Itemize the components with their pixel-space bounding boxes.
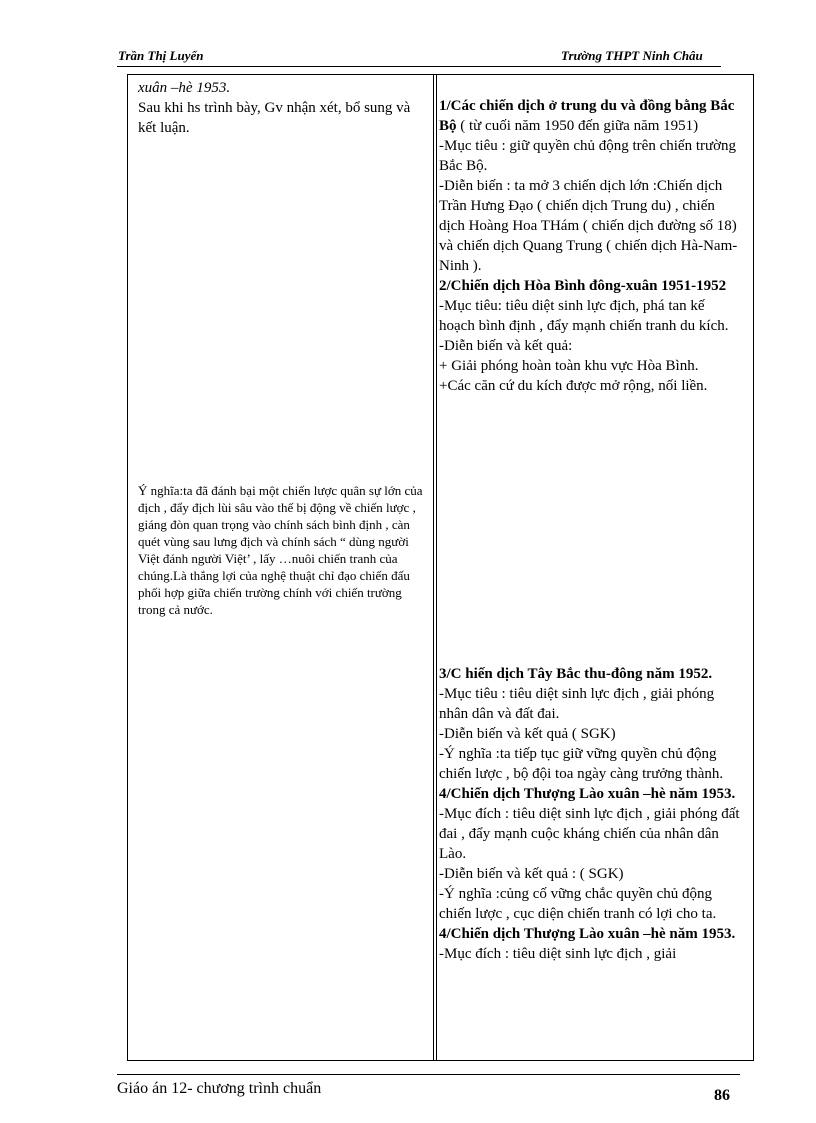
teacher-note: Sau khi hs trình bày, Gv nhận xét, bổ sung và kết luận. [138,100,411,136]
left-column-significance [138,482,423,618]
header-author: Trần Thị Luyến [118,48,204,63]
left-title-fragment: xuân –hè 1953. [138,80,231,96]
section1-time: ( từ cuối năm 1950 đến giữa năm 1951) [456,118,699,134]
header-rule [117,66,721,67]
section2-result-1: + Giải phóng hoàn toàn khu vực Hòa Bình. [439,358,699,374]
section3-meaning: -Ý nghĩa :ta tiếp tục giữ vững quyền chủ động chiến lược , bộ đội toa ngày càng trưởng thành. [439,746,724,782]
section1-progress: -Diễn biến : ta mở 3 chiến dịch lớn :Chiến dịch Trần Hưng Đạo ( chiến dịch Trung du) , chiến dịch Hoàng Hoa THám ( chiến dịch đường số 18) và chiến dịch Quang Trung ( chiến dịch Hà-Nam-Ninh ). [439,178,738,274]
section1-title: 1/Các chiến dịch ở trung du và đồng bằng Bắc Bộ [439,98,735,134]
page-number: 86 [714,1087,730,1104]
section5-title: 4/Chiến dịch Thượng Lào xuân –hè năm 1953. [439,926,736,942]
section3-title: 3/C hiến dịch Tây Bắc thu-đông năm 1952. [439,666,713,682]
column-divider [433,75,437,1060]
section3-goal: -Mục tiêu : tiêu diệt sinh lực địch , giải phóng nhân dân và đất đai. [439,686,715,722]
section4-meaning: -Ý nghĩa :củng cố vững chắc quyền chủ động chiến lược , cục diện chiến tranh có lợi cho ta. [439,886,717,922]
footer-title: Giáo án 12- chương trình chuẩn [117,1080,322,1097]
section2-goal: -Mục tiêu: tiêu diệt sinh lực địch, phá tan kế hoạch bình định , đẩy mạnh chiến tranh du kích. [439,298,729,334]
section2-progress: -Diễn biến và kết quả: [439,338,573,354]
section4-progress: -Diễn biến và kết quả : ( SGK) [439,866,624,882]
section3-progress: -Diễn biến và kết quả ( SGK) [439,726,616,742]
left-column-top [138,78,423,138]
right-column-part2 [439,664,744,964]
lesson-table [127,74,754,1061]
header-school: Trường THPT Ninh Châu [561,48,703,63]
section1-goal: -Mục tiêu : giữ quyền chủ động trên chiến trường Bắc Bộ. [439,138,737,174]
section2-title: 2/Chiến dịch Hòa Bình đông-xuân 1951-1952 [439,278,727,294]
right-column-part1 [439,96,744,396]
section1-heading [439,96,744,136]
section4-title: 4/Chiến dịch Thượng Lào xuân –hè năm 1953. [439,786,736,802]
section2-result-2: +Các căn cứ du kích được mở rộng, nối liền. [439,378,708,394]
section5-goal: -Mục đích : tiêu diệt sinh lực địch , giải [439,946,677,962]
significance-text: Ý nghĩa:ta đã đánh bại một chiến lược quân sự lớn của địch , đẩy địch lùi sâu vào thế bị động về chiến lược , giáng đòn quan trọng vào chính sách bình định , càn quét vùng sau lưng địch và chính sách “ dùng người Việt đánh người Việt’ , lấy …nuôi chiến tranh của chúng.Là thắng lợi của nghệ thuật chỉ đạo chiến đấu phối hợp giữa chiến trường chính với chiến trường trong cả nước. [138,483,423,617]
footer-rule [117,1074,740,1075]
section4-goal: -Mục đích : tiêu diệt sinh lực địch , giải phóng đất đai , đẩy mạnh cuộc kháng chiến của nhân dân Lào. [439,806,740,862]
